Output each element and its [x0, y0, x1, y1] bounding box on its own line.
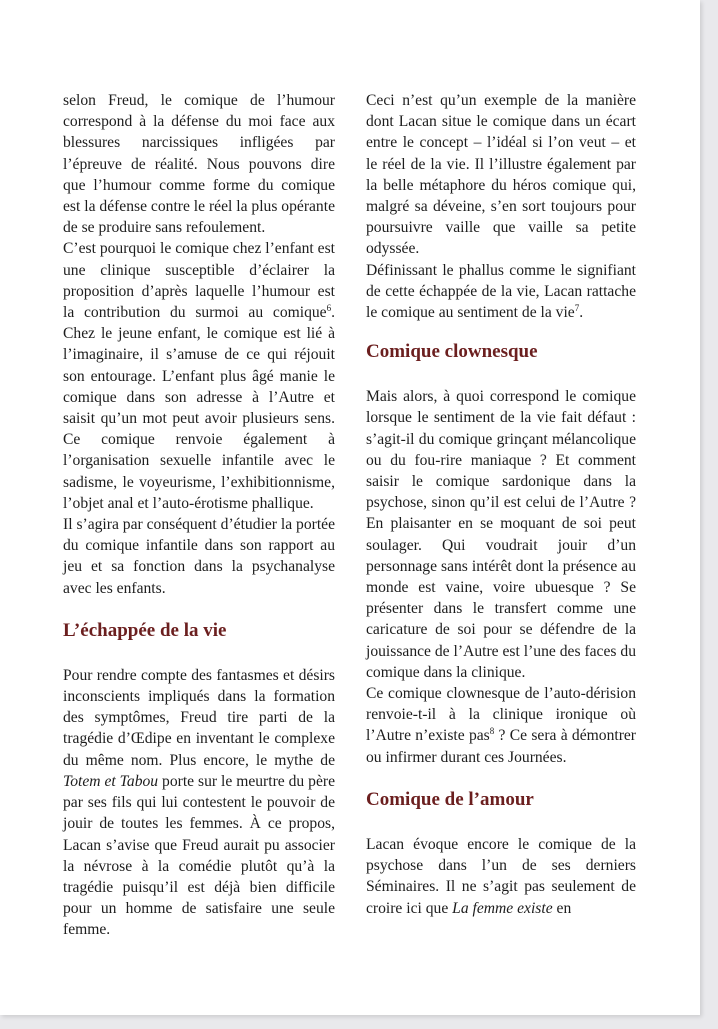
footnote-ref: 7	[574, 302, 580, 313]
paragraph	[63, 514, 335, 599]
paragraph-text: selon Freud, le comique de l’humour correspond à la défense du moi face aux blessures narcissiques infligées par l’épreuve de réalité. Nous pouvons dire que l’humour comme forme du comique est la défense contre le réel la plus opérante de se produire sans refoulement.	[63, 92, 335, 237]
paragraph-text: en	[552, 899, 572, 917]
paragraph	[366, 90, 636, 260]
footnote-ref: 8	[489, 726, 495, 737]
italic-phrase: La femme existe	[452, 899, 553, 917]
paragraph-text: Définissant le phallus comme le signifiant de cette échappée de la vie, Lacan rattache le comique au sentiment de la vie	[366, 261, 636, 322]
section-heading: L’échappée de la vie	[63, 619, 227, 641]
paragraph-text: C’est pourquoi le comique chez l’enfant est une clinique susceptible d’éclairer la proposition d’après laquelle l’humour est la contribution du surmoi au comique	[63, 240, 335, 322]
paragraph-text: Il s’agira par conséquent d’étudier la portée du comique infantile dans son rapport au jeu et sa fonction dans la psychanalyse avec les enfants.	[63, 516, 335, 597]
italic-title: Totem et Tabou	[63, 772, 159, 790]
paragraph	[63, 90, 335, 238]
section-heading: Comique de l’amour	[366, 788, 534, 810]
paragraph-text: .	[579, 304, 584, 322]
paragraph-text: . Chez le jeune enfant, le comique est lié à l’imaginaire, il s’amuse de ce qui réjouit son entourage. L’enfant plus âgé manie le comique dans son adresse à l’Autre et saisit qu’un mot peut avoir plusieurs sens. Ce comique renvoie également à l’organisation sexuelle infantile avec le sadisme, le voyeurisme, l’exhibitionnisme, l’objet anal et l’auto-érotisme phallique.	[63, 304, 335, 512]
section-heading: Comique clownesque	[366, 341, 538, 363]
right-column	[366, 90, 636, 919]
paragraph-text: Pour rendre compte des fantasmes et désirs inconscients impliqués dans la formation des symptômes, Freud tire parti de la tragédie d’Œdipe en inventant le complexe du même nom. Plus encore, le mythe de	[63, 666, 335, 769]
paragraph-text: Ce comique clownesque de l’auto-dérision renvoie-t-il à la clinique ironique où l’Autre n’existe pas	[366, 685, 636, 745]
paragraph	[366, 683, 636, 768]
paragraph-text: porte sur le meurtre du père par ses fils qui lui contestent le pouvoir de jouir de toutes les femmes. À ce propos, Lacan s’avise que Freud aurait pu associer la névrose à la comédie plutôt qu’à la tragédie puisqu’il est déjà bien difficile pour un homme de satisfaire une seule femme.	[63, 772, 335, 939]
paragraph-text: Mais alors, à quoi correspond le comique lorsque le sentiment de la vie fait défaut : s’agit-il du comique grinçant mélancolique ou du fou-rire maniaque ? Et comment saisir le comique sardonique dans la psychose, sinon qu’il est celui de l’Autre ? En plaisanter en se moquant de soi peut soulager. Qui voudrait jouir d’un personnage sans intérêt dont la présence au monde est vaine, voire ubuesque ? Se présenter dans le transfert comme une caricature de soi pour se défendre de la jouissance de l’Autre est l’une des faces du comique dans la clinique.	[366, 388, 636, 681]
paragraph	[63, 665, 335, 941]
paragraph	[366, 834, 636, 919]
paragraph-text: Lacan évoque encore le comique de la psychose dans l’un de ses derniers Séminaires. Il ne s’agit pas seulement de croire ici que	[366, 835, 636, 917]
paragraph-text: Ceci n’est qu’un exemple de la manière dont Lacan situe le comique dans un écart entre le concept – l’idéal si l’on veut – et le réel de la vie. Il l’illustre également par la belle métaphore du héros comique qui, malgré sa déveine, s’en sort toujours pour poursuivre vaille que vaille sa petite odyssée.	[366, 92, 636, 258]
footnote-ref: 6	[326, 302, 332, 313]
paragraph	[366, 386, 636, 683]
paragraph	[366, 260, 636, 324]
left-column	[63, 90, 335, 941]
paragraph	[63, 238, 335, 514]
paragraph-text: ? Ce sera à démontrer ou infirmer durant ces Journées.	[366, 727, 636, 766]
